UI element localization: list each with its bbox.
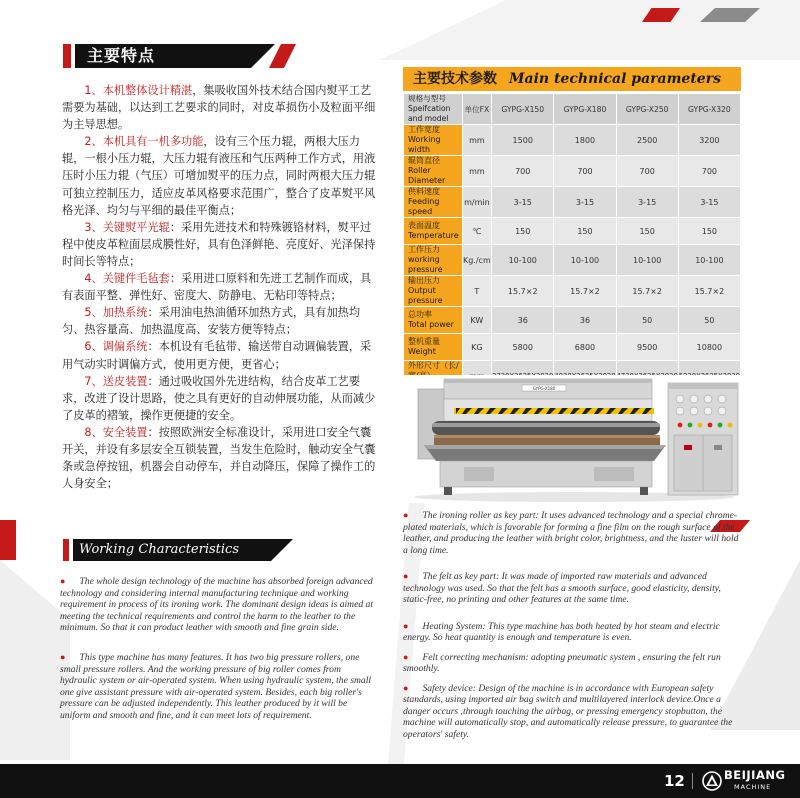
row-label-cell [404,245,463,276]
features-en-left [60,576,378,740]
table-row [404,245,741,276]
row-value-cell: 150 [492,218,554,245]
row-label-cell [404,187,463,218]
feature-en-right-2 [403,571,741,606]
header-accent-bar [63,539,69,561]
ironing-machine-image [404,375,742,503]
row-label-cn: 外形尺寸（长/ [408,361,459,371]
header-model-cell: GYPG-X180 [554,94,616,125]
row-value-cell: 3-15 [678,187,740,218]
feature-cn-head: 6、调偏系统 [84,340,148,354]
tech-params-table [403,93,741,392]
row-value-cell: 15.7×2 [616,276,678,307]
footer-divider [692,773,693,789]
row-unit-cell: KG [462,334,492,361]
section-header-cn [63,44,323,68]
row-label-cn: 供料速度 [408,187,440,196]
row-value-cell: 3200 [678,125,740,156]
feature-cn-7 [62,373,376,424]
feature-cn-body: ：通过吸收国外先进结构，结合皮革工艺要求，改进了设计思路，使之具有更好的自动伸展功能，从而减少了皮革的褶皱，操作更便捷的安全。 [62,374,376,422]
table-row [404,276,741,307]
feature-cn-head: 4、关键件毛毡套 [84,272,170,286]
row-value-cell: 150 [678,218,740,245]
feature-cn-5 [62,304,376,338]
row-label-cn: 整机重量 [408,337,440,347]
section-title-en: Working Characteristics [79,542,239,557]
feature-cn-3 [62,219,376,270]
row-value-cell: 150 [554,218,616,245]
bullet-icon: ● [60,576,66,586]
row-value-cell: 1500 [492,125,554,156]
row-label-cell [404,307,463,334]
header-label-cell [404,94,463,125]
row-label-en: Temperature [408,231,459,241]
tech-params-title-en: Main technical parameters [509,71,721,87]
feature-cn-6 [62,338,376,372]
features-en-right [403,510,741,755]
row-label-en: Weight [408,347,436,357]
feature-en-right-3 [403,621,741,644]
row-value-cell: 3-15 [554,187,616,218]
row-value-cell: 3-15 [616,187,678,218]
table-row [404,218,741,245]
row-value-cell: 10-100 [554,245,616,276]
feature-cn-head: 3、关键熨平光辊 [84,220,170,234]
bullet-icon: ● [403,571,409,581]
row-value-cell: 36 [554,307,616,334]
feature-cn-body: ，设有三个压力辊，两根大压力辊，一根小压力辊，大压力辊有液压和气压两种工作方式，用液压时小压力辊（气压）可增加熨平的压力点，同时两根大压力辊可独立控制压力，适应皮革风格要求范围广，整合了皮革熨平风格光泽、均匀与平细的最佳平衡点； [62,135,376,217]
header-model-cell: GYPG-X320 [678,94,740,125]
row-value-cell: 15.7×2 [554,276,616,307]
row-unit-cell: ℃ [462,218,492,245]
row-value-cell: 9500 [616,334,678,361]
feature-en-right-5 [403,683,741,741]
feature-cn-head: 2、本机具有一机多功能 [84,135,204,149]
bullet-icon: ● [403,620,409,631]
section-header-en [63,539,303,561]
feature-en-right-4 [403,652,741,675]
brand-name: BEIJIANG [724,768,786,782]
row-label-en: working pressure [408,255,443,275]
row-label-cell [404,334,463,361]
tech-params-title-cn: 主要技术参数 [413,71,497,87]
row-label-cn: 表面温度 [408,221,440,231]
header-label-cn: 规格与型号 [408,94,446,103]
header-unit-cell: 单位FX [462,94,492,125]
row-value-cell: 15.7×2 [678,276,740,307]
row-label-en: Output pressure [408,286,443,306]
feature-cn-4 [62,270,376,304]
page-number: 12 [664,772,685,790]
row-label-cn: 输出压力 [408,276,440,286]
row-value-cell: 700 [492,156,554,187]
row-value-cell: 10-100 [678,245,740,276]
row-unit-cell: mm [462,125,492,156]
row-label-en: Feeding speed [408,197,440,216]
row-label-cn: 辊筒直径 [408,156,440,165]
row-value-cell: 15.7×2 [492,276,554,307]
table-header-row [404,94,741,125]
table-row [404,125,741,156]
header-label-en: Speifcation and model [408,104,451,123]
row-label-cn: 总功率 [408,310,432,320]
section-title-cn: 主要特点 [87,46,156,65]
header-tail [269,44,329,68]
row-value-cell: 700 [554,156,616,187]
row-value-cell: 700 [616,156,678,187]
feature-en-text: Felt correcting mechanism: adopting pneumatic system , ensuring the felt run smoothly. [403,651,721,674]
brand-logo-icon [702,771,722,791]
row-value-cell: 3-15 [492,187,554,218]
row-value-cell: 5800 [492,334,554,361]
row-unit-cell: mm [462,156,492,187]
row-value-cell: 2500 [616,125,678,156]
features-cn [62,82,376,492]
feature-en-text: The whole design technology of the machine has absorbed foreign advanced technology and considering internal manufacturing technique and working requirement in process of its ironing work. The dominant design ideas is aimed at meeting the technical requirements and control the harm to the leather to the minimum. So that it can product leather with smooth and fine grain side. [60,576,374,634]
bullet-icon: ● [403,510,409,520]
header-model-cell: GYPG-X150 [492,94,554,125]
feature-cn-body: ：按照欧洲安全标准设计，采用进口安全气囊开关，并设有多层安全互锁装置，当发生危险时，触动安全气囊条或急停按钮，机器会自动停车，并自动降压，保障了操作工的人身安全； [62,425,376,491]
feature-cn-8 [62,424,376,492]
row-value-cell: 10800 [678,334,740,361]
feature-en-text: Safety device: Design of the machine is in accordance with European safety standards, using imported air bag switch and multilayered interlock device.Once a danger occurs ,through touching the airbag, or pressing emergency stopbutton, the machine will automatically stop, and automatically release pressure, to guarantee the operators' safety. [403,682,733,740]
row-value-cell: 10-100 [492,245,554,276]
feature-cn-body: ：采用进口原料和先进工艺制作而成，具有表面平整、弹性好、密度大、防静电、无粘印等特点； [62,272,372,303]
row-unit-cell: T [462,276,492,307]
row-value-cell: 1800 [554,125,616,156]
row-label-cell [404,125,463,156]
feature-cn-body: ，集吸收国外技术结合国内熨平工艺需要为基础，以达到工艺要求的同时，对皮革损伤小及粒面平细为主导思想。 [62,84,376,132]
row-label-cell [404,276,463,307]
row-value-cell: 10-100 [616,245,678,276]
row-value-cell: 6800 [554,334,616,361]
row-unit-cell: KW [462,307,492,334]
tech-params-header [403,67,741,91]
bullet-icon: ● [403,682,409,693]
feature-en-text: The ironing roller as key part: It uses advanced technology and a special chrome-plated materials, which is favorable for forming a fine film on the rough surface of the leather, and producing the leather with bright color, brightness, and the luster will hold a long time. [403,510,739,556]
feature-en-left-1 [60,576,378,634]
row-label-en: Total power [408,320,454,330]
feature-en-right-1 [403,510,741,556]
feature-cn-1 [62,82,376,133]
feature-cn-head: 8、安全装置 [84,425,148,439]
feature-cn-head: 7、送皮装置 [84,374,148,388]
row-label-cell [404,218,463,245]
row-label-cell [404,156,463,187]
feature-cn-body: ：本机设有毛毡带、输送带自动调偏装置，采用气动实时调偏方式，使用更方便，更省心； [62,340,372,371]
header-accent-bar [63,44,71,68]
feature-en-left-2 [60,652,378,722]
table-row [404,334,741,361]
feature-cn-head: 1、本机整体设计精湛 [84,84,193,97]
table-row [404,187,741,218]
row-label-en: Working width [408,135,441,154]
row-value-cell: 700 [678,156,740,187]
table-row [404,156,741,187]
header-model-cell: GYPG-X250 [616,94,678,125]
row-value-cell: 50 [678,307,740,334]
decor-shard-red [0,520,16,560]
feature-cn-head: 5、加热系统 [84,306,148,320]
row-label-en: Roller Diameter [408,166,446,185]
row-unit-cell: Kg./cm [462,245,492,276]
feature-en-text: Heating System: This type machine has both heated by hot steam and electric energy. So heat quantity is enough and temperature is even. [403,620,720,643]
brand-subtitle: MACHINE [734,783,772,791]
feature-cn-body: ：采用油电热油循环加热方式，具有加热均匀、热容量高、加热温度高、安装方便等特点； [62,306,361,337]
row-label-cn: 工作压力 [408,245,440,255]
page-footer [0,764,800,798]
row-unit-cell: m/min [462,187,492,218]
machine-label: GYPG-X180 [532,386,556,391]
feature-en-text: The felt as key part: It was made of imported raw materials and advanced technology was used. So that the felt has a smooth surface, good elasticity, density, static-free, no printing and other features at the same time. [403,571,721,605]
bullet-icon: ● [60,651,66,662]
row-value-cell: 36 [492,307,554,334]
feature-cn-2 [62,133,376,218]
row-value-cell: 150 [616,218,678,245]
feature-en-text: This type machine has many features. It has two big pressure rollers, one small pressure rollers. And the working pressure of big roller comes from hydraulic system or air-operated system. When using hydraulic system, the small one give assistant pressure with air-operated system. Besides, each big roller's pressure can be adjusted independently. This leather produced by it will be uniform and smooth and fine, and it can meet lots of requirement. [60,651,372,721]
table-row [404,307,741,334]
bullet-icon: ● [403,651,409,662]
row-value-cell: 50 [616,307,678,334]
row-label-cn: 工作宽度 [408,125,440,134]
feature-cn-body: ：采用先进技术和特殊镀铬材料，熨平过程中使皮革粒面层成膜性好，具有色泽鲜艳、亮度好、光泽保持时间长等特点； [62,220,376,268]
